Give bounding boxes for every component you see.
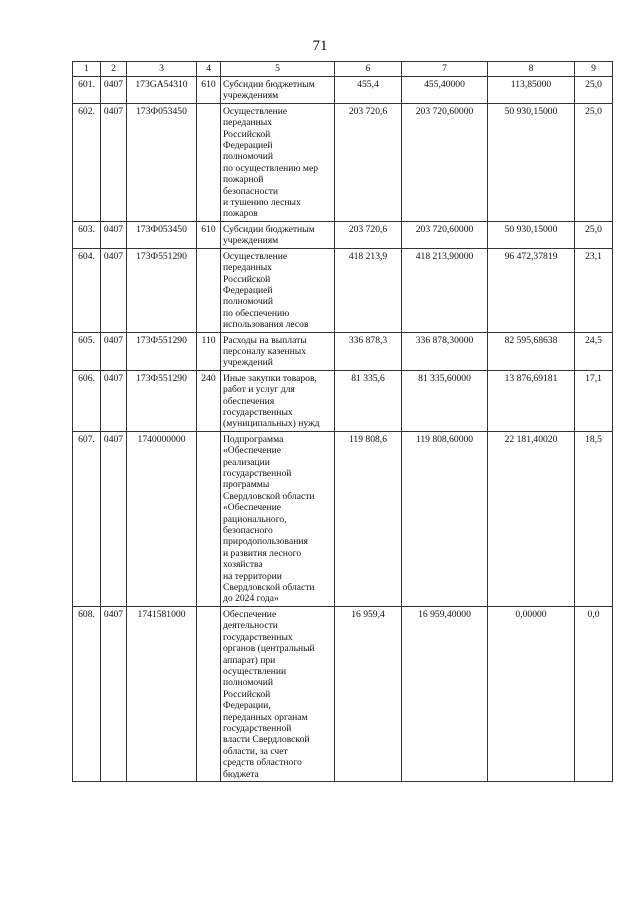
- value-col7: 203 720,60000: [402, 221, 488, 248]
- table-row: [73, 248, 613, 332]
- expense-type: [197, 103, 221, 221]
- item-name: Иные закупки товаров, работ и услуг для обеспечения государственных (муниципальных) нужд: [221, 370, 335, 431]
- header-cell: 5: [221, 62, 335, 77]
- header-cell: 4: [197, 62, 221, 77]
- section-code: 0407: [101, 103, 127, 221]
- section-code: 0407: [101, 370, 127, 431]
- value-col9: 18,5: [575, 431, 613, 606]
- row-number: 608.: [73, 606, 101, 781]
- header-cell: 1: [73, 62, 101, 77]
- expense-type: [197, 248, 221, 332]
- value-col8: 50 930,15000: [488, 221, 575, 248]
- value-col6: 203 720,6: [335, 103, 402, 221]
- value-col8: 22 181,40020: [488, 431, 575, 606]
- target-code: 173Ф053450: [127, 221, 197, 248]
- item-name: Подпрограмма «Обеспечение реализации государственной программы Свердловской области «Обеспечение рационального, безопасного природопользования и развития лесного хозяйства на территории Свердловской области до 2024 года»: [221, 431, 335, 606]
- value-col7: 203 720,60000: [402, 103, 488, 221]
- expense-type: [197, 431, 221, 606]
- value-col9: 24,5: [575, 332, 613, 370]
- table-row: [73, 221, 613, 248]
- header-row: [73, 62, 613, 77]
- value-col7: 16 959,40000: [402, 606, 488, 781]
- value-col6: 16 959,4: [335, 606, 402, 781]
- expense-type: 610: [197, 221, 221, 248]
- value-col6: 203 720,6: [335, 221, 402, 248]
- expense-type: [197, 606, 221, 781]
- row-number: 605.: [73, 332, 101, 370]
- value-col7: 336 878,30000: [402, 332, 488, 370]
- header-cell: 6: [335, 62, 402, 77]
- value-col8: 50 930,15000: [488, 103, 575, 221]
- item-name: Осуществление переданных Российской Федерацией полномочий по осуществлению мер пожарной безопасности и тушению лесных пожаров: [221, 103, 335, 221]
- table-row: [73, 77, 613, 104]
- table-row: [73, 332, 613, 370]
- table-row: [73, 103, 613, 221]
- value-col8: 113,85000: [488, 77, 575, 104]
- value-col6: 455,4: [335, 77, 402, 104]
- value-col9: 25,0: [575, 221, 613, 248]
- item-name: Расходы на выплаты персоналу казенных учреждений: [221, 332, 335, 370]
- item-name: Обеспечение деятельности государственных органов (центральный аппарат) при осуществлении полномочий Российской Федерации, переданных органам государственной власти Свердловской области, за счет средств областного бюджета: [221, 606, 335, 781]
- value-col6: 119 808,6: [335, 431, 402, 606]
- value-col7: 119 808,60000: [402, 431, 488, 606]
- section-code: 0407: [101, 431, 127, 606]
- target-code: 173Ф551290: [127, 370, 197, 431]
- row-number: 607.: [73, 431, 101, 606]
- item-name: Субсидии бюджетным учреждениям: [221, 221, 335, 248]
- value-col6: 81 335,6: [335, 370, 402, 431]
- value-col8: 13 876,69181: [488, 370, 575, 431]
- value-col7: 81 335,60000: [402, 370, 488, 431]
- row-number: 606.: [73, 370, 101, 431]
- table-row: [73, 370, 613, 431]
- value-col9: 23,1: [575, 248, 613, 332]
- value-col7: 418 213,90000: [402, 248, 488, 332]
- expense-type: 110: [197, 332, 221, 370]
- target-code: 173Ф053450: [127, 103, 197, 221]
- header-cell: 3: [127, 62, 197, 77]
- expense-type: 240: [197, 370, 221, 431]
- section-code: 0407: [101, 606, 127, 781]
- value-col8: 96 472,37819: [488, 248, 575, 332]
- value-col6: 336 878,3: [335, 332, 402, 370]
- row-number: 602.: [73, 103, 101, 221]
- section-code: 0407: [101, 77, 127, 104]
- target-code: 173Ф551290: [127, 332, 197, 370]
- value-col8: 0,00000: [488, 606, 575, 781]
- value-col8: 82 595,68638: [488, 332, 575, 370]
- section-code: 0407: [101, 332, 127, 370]
- item-name: Субсидии бюджетным учреждениям: [221, 77, 335, 104]
- value-col9: 17,1: [575, 370, 613, 431]
- target-code: 1740000000: [127, 431, 197, 606]
- header-cell: 8: [488, 62, 575, 77]
- item-name: Осуществление переданных Российской Федерацией полномочий по обеспечению использования лесов: [221, 248, 335, 332]
- expense-type: 610: [197, 77, 221, 104]
- header-cell: 7: [402, 62, 488, 77]
- value-col9: 0,0: [575, 606, 613, 781]
- row-number: 603.: [73, 221, 101, 248]
- row-number: 604.: [73, 248, 101, 332]
- table-row: [73, 606, 613, 781]
- section-code: 0407: [101, 221, 127, 248]
- page-number: 71: [312, 38, 328, 54]
- target-code: 1741581000: [127, 606, 197, 781]
- section-code: 0407: [101, 248, 127, 332]
- target-code: 173Ф551290: [127, 248, 197, 332]
- budget-table: [72, 61, 613, 782]
- value-col9: 25,0: [575, 77, 613, 104]
- target-code: 173GA54310: [127, 77, 197, 104]
- row-number: 601.: [73, 77, 101, 104]
- header-cell: 2: [101, 62, 127, 77]
- table-row: [73, 431, 613, 606]
- value-col7: 455,40000: [402, 77, 488, 104]
- value-col9: 25,0: [575, 103, 613, 221]
- header-cell: 9: [575, 62, 613, 77]
- value-col6: 418 213,9: [335, 248, 402, 332]
